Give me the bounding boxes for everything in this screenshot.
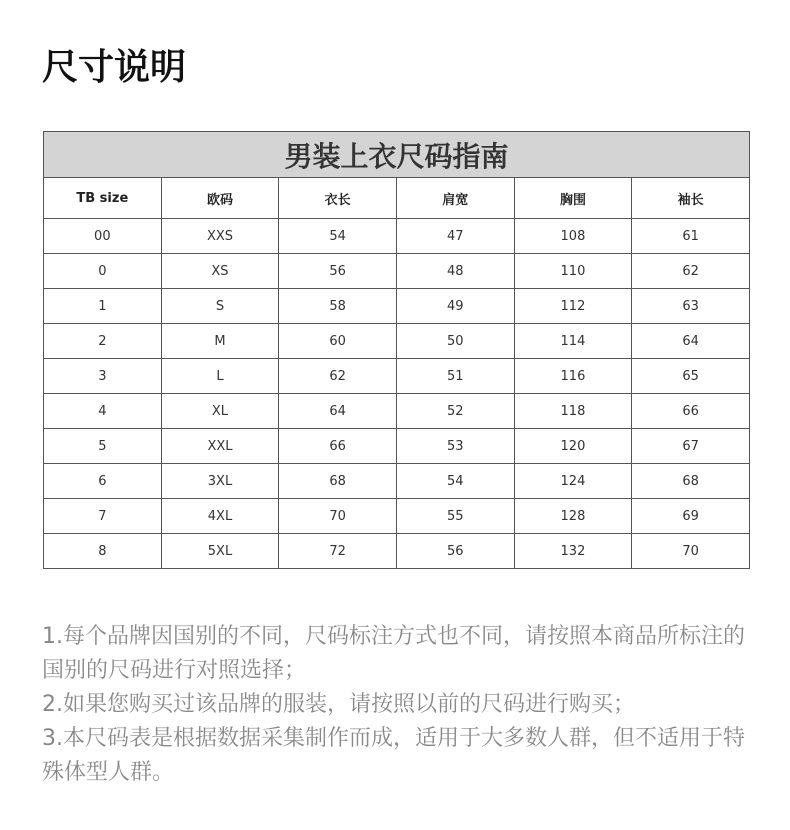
table-cell: 67 xyxy=(632,429,750,464)
table-cell: 53 xyxy=(396,429,514,464)
table-cell: 68 xyxy=(279,464,397,499)
table-cell: 5 xyxy=(44,429,162,464)
table-row xyxy=(44,394,750,429)
table-cell: 118 xyxy=(514,394,632,429)
table-cell: 49 xyxy=(396,289,514,324)
table-cell: 60 xyxy=(279,324,397,359)
table-cell: 51 xyxy=(396,359,514,394)
table-cell: 62 xyxy=(632,254,750,289)
table-cell: 64 xyxy=(632,324,750,359)
size-notes xyxy=(42,620,752,790)
table-row xyxy=(44,219,750,254)
table-cell: 69 xyxy=(632,499,750,534)
table-row xyxy=(44,359,750,394)
table-row xyxy=(44,464,750,499)
table-cell: 2 xyxy=(44,324,162,359)
table-cell: 66 xyxy=(279,429,397,464)
header-shoulder: 肩宽 xyxy=(396,178,514,219)
table-cell: 128 xyxy=(514,499,632,534)
table-cell: XXL xyxy=(161,429,279,464)
table-cell: 3XL xyxy=(161,464,279,499)
table-cell: M xyxy=(161,324,279,359)
header-chest: 胸围 xyxy=(514,178,632,219)
table-cell: 108 xyxy=(514,219,632,254)
table-row xyxy=(44,324,750,359)
table-cell: 110 xyxy=(514,254,632,289)
table-cell: 47 xyxy=(396,219,514,254)
table-cell: 1 xyxy=(44,289,162,324)
table-cell: 68 xyxy=(632,464,750,499)
note-2: 2.如果您购买过该品牌的服装，请按照以前的尺码进行购买； xyxy=(42,692,635,717)
table-cell: 112 xyxy=(514,289,632,324)
page-title: 尺寸说明 xyxy=(42,47,187,88)
table-cell: 116 xyxy=(514,359,632,394)
table-cell: 124 xyxy=(514,464,632,499)
table-cell: XL xyxy=(161,394,279,429)
table-cell: 62 xyxy=(279,359,397,394)
table-cell: 6 xyxy=(44,464,162,499)
table-cell: 70 xyxy=(632,534,750,569)
size-table xyxy=(43,131,750,569)
table-cell: 4XL xyxy=(161,499,279,534)
table-cell: 58 xyxy=(279,289,397,324)
header-eu-size: 欧码 xyxy=(161,178,279,219)
table-row xyxy=(44,499,750,534)
table-cell: XXS xyxy=(161,219,279,254)
table-cell: L xyxy=(161,359,279,394)
table-row xyxy=(44,429,750,464)
table-cell: 50 xyxy=(396,324,514,359)
note-3: 3.本尺码表是根据数据采集制作而成，适用于大多数人群，但不适用于特殊体型人群。 xyxy=(42,726,745,785)
table-cell: 7 xyxy=(44,499,162,534)
table-cell: 56 xyxy=(279,254,397,289)
table-title-row xyxy=(44,132,750,178)
table-cell: 4 xyxy=(44,394,162,429)
table-cell: 65 xyxy=(632,359,750,394)
table-cell: XS xyxy=(161,254,279,289)
table-cell: 8 xyxy=(44,534,162,569)
table-cell: 120 xyxy=(514,429,632,464)
table-cell: 0 xyxy=(44,254,162,289)
table-cell: 52 xyxy=(396,394,514,429)
table-cell: 70 xyxy=(279,499,397,534)
table-cell: 72 xyxy=(279,534,397,569)
header-length: 衣长 xyxy=(279,178,397,219)
note-1: 1.每个品牌因国别的不同，尺码标注方式也不同，请按照本商品所标注的国别的尺码进行对照选择； xyxy=(42,624,745,683)
table-row xyxy=(44,254,750,289)
table-cell: 61 xyxy=(632,219,750,254)
table-body xyxy=(44,219,750,569)
table-cell: 5XL xyxy=(161,534,279,569)
table-cell: 56 xyxy=(396,534,514,569)
table-cell: 3 xyxy=(44,359,162,394)
table-cell: 132 xyxy=(514,534,632,569)
table-cell: 55 xyxy=(396,499,514,534)
table-cell: 66 xyxy=(632,394,750,429)
table-cell: 00 xyxy=(44,219,162,254)
header-tb-size: TB size xyxy=(44,178,162,219)
table-cell: 114 xyxy=(514,324,632,359)
table-cell: 63 xyxy=(632,289,750,324)
table-row xyxy=(44,289,750,324)
table-cell: S xyxy=(161,289,279,324)
header-sleeve: 袖长 xyxy=(632,178,750,219)
table-cell: 64 xyxy=(279,394,397,429)
table-row xyxy=(44,534,750,569)
table-title: 男装上衣尺码指南 xyxy=(44,132,750,178)
table-header-row xyxy=(44,178,750,219)
table-cell: 54 xyxy=(279,219,397,254)
table-cell: 54 xyxy=(396,464,514,499)
table-cell: 48 xyxy=(396,254,514,289)
